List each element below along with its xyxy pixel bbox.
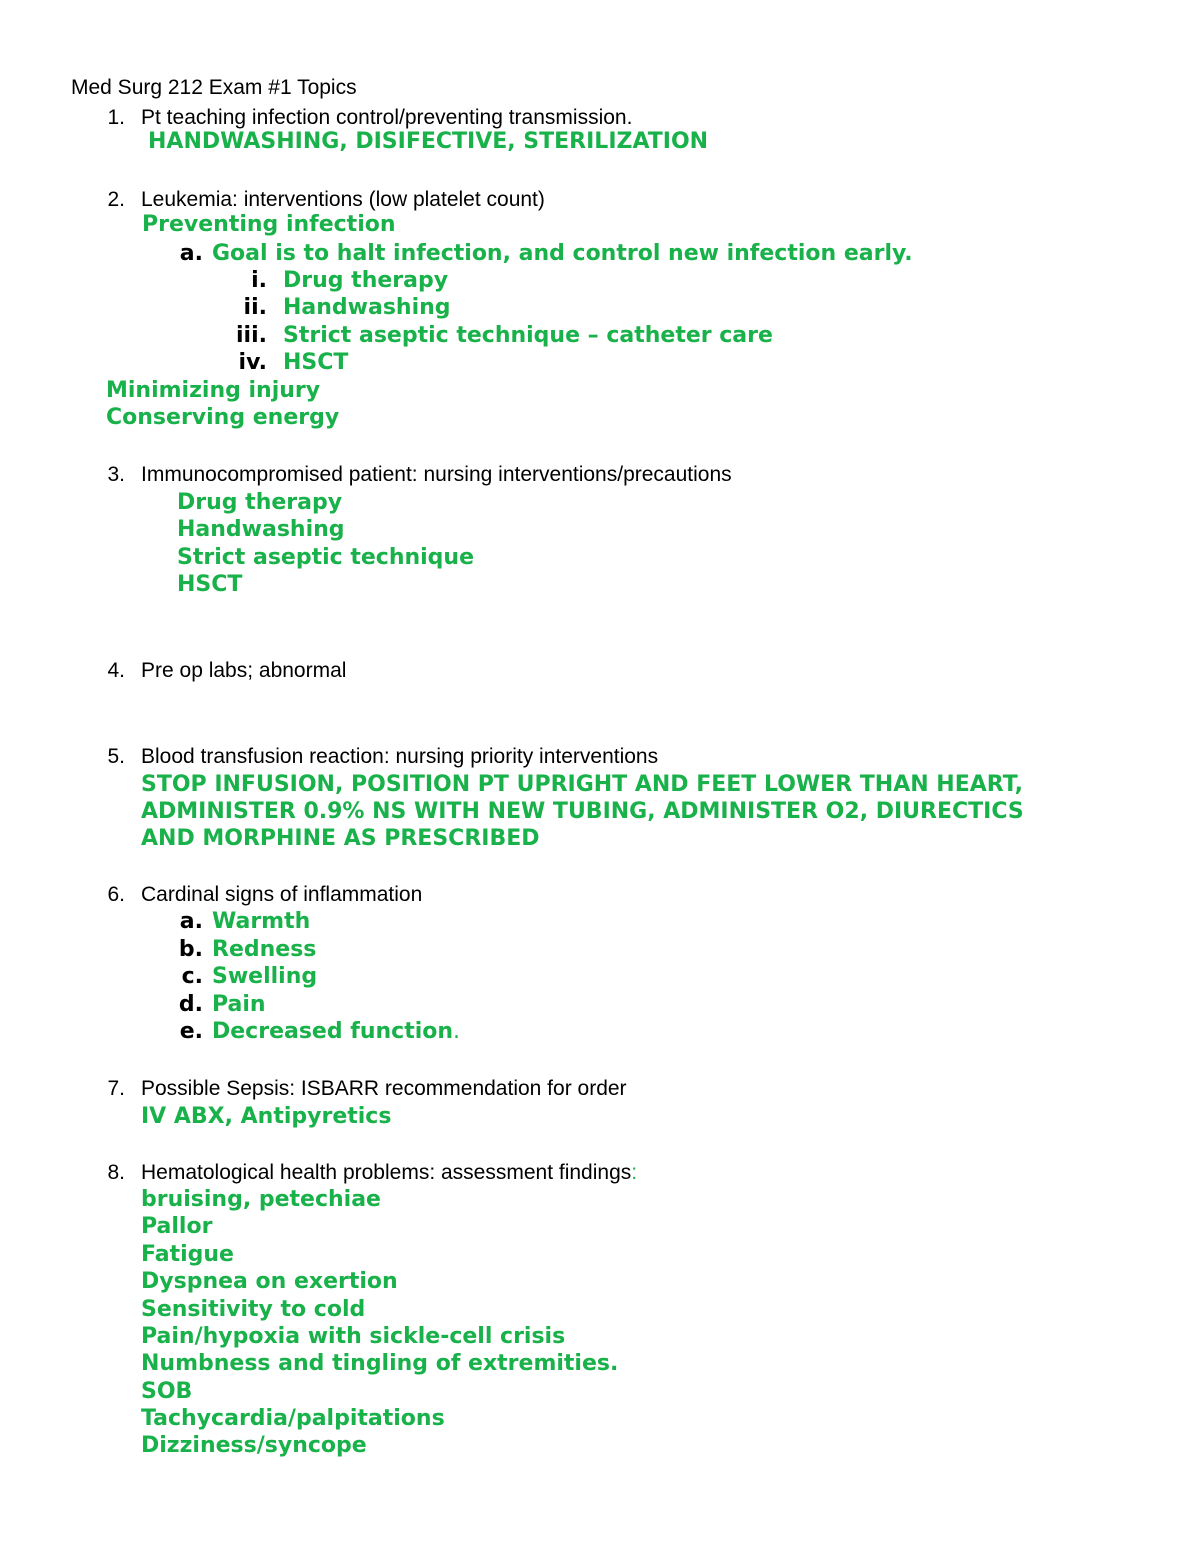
item-2-roman-marker: iii. (236, 323, 267, 348)
item-2-extra: Minimizing injury (106, 378, 321, 403)
item-7-number: 7. (107, 1077, 125, 1100)
item-6-sign: Warmth (212, 909, 311, 934)
item-5-answer: ADMINISTER 0.9% NS WITH NEW TUBING, ADMINISTER O2, DIURECTICS (141, 799, 1024, 824)
item-8-answer: Dizziness/syncope (141, 1433, 367, 1458)
item-3-number: 3. (107, 463, 125, 486)
item-8-answer: SOB (141, 1379, 193, 1404)
item-6-marker: a. (179, 909, 203, 934)
item-5-answer: AND MORPHINE AS PRESCRIBED (141, 826, 540, 851)
item-7-question: Possible Sepsis: ISBARR recommendation for order (141, 1077, 627, 1100)
item-1-question: Pt teaching infection control/preventing transmission. (141, 106, 633, 129)
item-2-roman-marker: i. (251, 268, 267, 293)
item-6-marker: d. (178, 992, 203, 1017)
item-3-answer: Strict aseptic technique (177, 545, 475, 570)
item-6-sign (212, 1021, 460, 1043)
item-4-number: 4. (107, 659, 125, 682)
item-4-question: Pre op labs; abnormal (141, 659, 347, 682)
item-8-answer: bruising, petechiae (141, 1187, 381, 1212)
item-1-answer: HANDWASHING, DISIFECTIVE, STERILIZATION (148, 129, 709, 154)
item-5-answer: STOP INFUSION, POSITION PT UPRIGHT AND FEET LOWER THAN HEART, (141, 772, 1023, 797)
item-2-roman-marker: ii. (243, 295, 267, 320)
item-3-question: Immunocompromised patient: nursing interventions/precautions (141, 463, 732, 486)
item-2-number: 2. (107, 188, 125, 211)
item-8-answer: Fatigue (141, 1242, 234, 1267)
item-6-sign: Redness (212, 937, 317, 962)
item-2-roman-text: Drug therapy (283, 268, 449, 293)
item-6-sign: Swelling (212, 964, 318, 989)
item-6-marker: e. (179, 1019, 203, 1044)
item-5-question: Blood transfusion reaction: nursing priority interventions (141, 745, 659, 768)
item-8-answer: Tachycardia/palpitations (141, 1406, 445, 1431)
item-2-roman-marker: iv. (238, 350, 267, 375)
item-8-question (141, 1162, 637, 1183)
item-2-roman-text: Handwashing (283, 295, 451, 320)
item-7-answer: IV ABX, Antipyretics (141, 1104, 392, 1129)
item-6-number: 6. (107, 883, 125, 906)
item-2-question: Leukemia: interventions (low platelet count) (141, 188, 545, 211)
item-3-answer: Handwashing (177, 517, 345, 542)
item-2-extra: Conserving energy (106, 405, 340, 430)
item-2-sub-marker: a. (179, 241, 203, 266)
item-2-roman-text: HSCT (283, 350, 349, 375)
item-5-number: 5. (107, 745, 125, 768)
item-8-answer: Numbness and tingling of extremities. (141, 1351, 619, 1376)
item-6-marker: c. (181, 964, 203, 989)
item-8-answer: Sensitivity to cold (141, 1297, 366, 1322)
item-2-answer: Preventing infection (142, 212, 396, 237)
item-6-sign-text: Decreased function (212, 1019, 454, 1044)
item-8-number: 8. (107, 1161, 125, 1184)
item-3-answer: Drug therapy (177, 490, 343, 515)
item-6-sign: Pain (212, 992, 266, 1017)
item-6-trailing-period: . (453, 1019, 461, 1044)
item-3-answer: HSCT (177, 572, 243, 597)
item-8-answer: Dyspnea on exertion (141, 1269, 398, 1294)
item-2-roman-text: Strict aseptic technique – catheter care (283, 323, 773, 348)
item-8-answer: Pallor (141, 1214, 213, 1239)
item-8-question-text: Hematological health problems: assessment findings (141, 1161, 632, 1184)
item-2-sub-text: Goal is to halt infection, and control new infection early. (212, 241, 913, 266)
document-title: Med Surg 212 Exam #1 Topics (71, 76, 357, 99)
item-6-question: Cardinal signs of inflammation (141, 883, 423, 906)
item-1-number: 1. (107, 106, 125, 129)
item-8-colon: : (631, 1161, 638, 1184)
item-6-marker: b. (178, 937, 203, 962)
item-8-answer: Pain/hypoxia with sickle-cell crisis (141, 1324, 566, 1349)
